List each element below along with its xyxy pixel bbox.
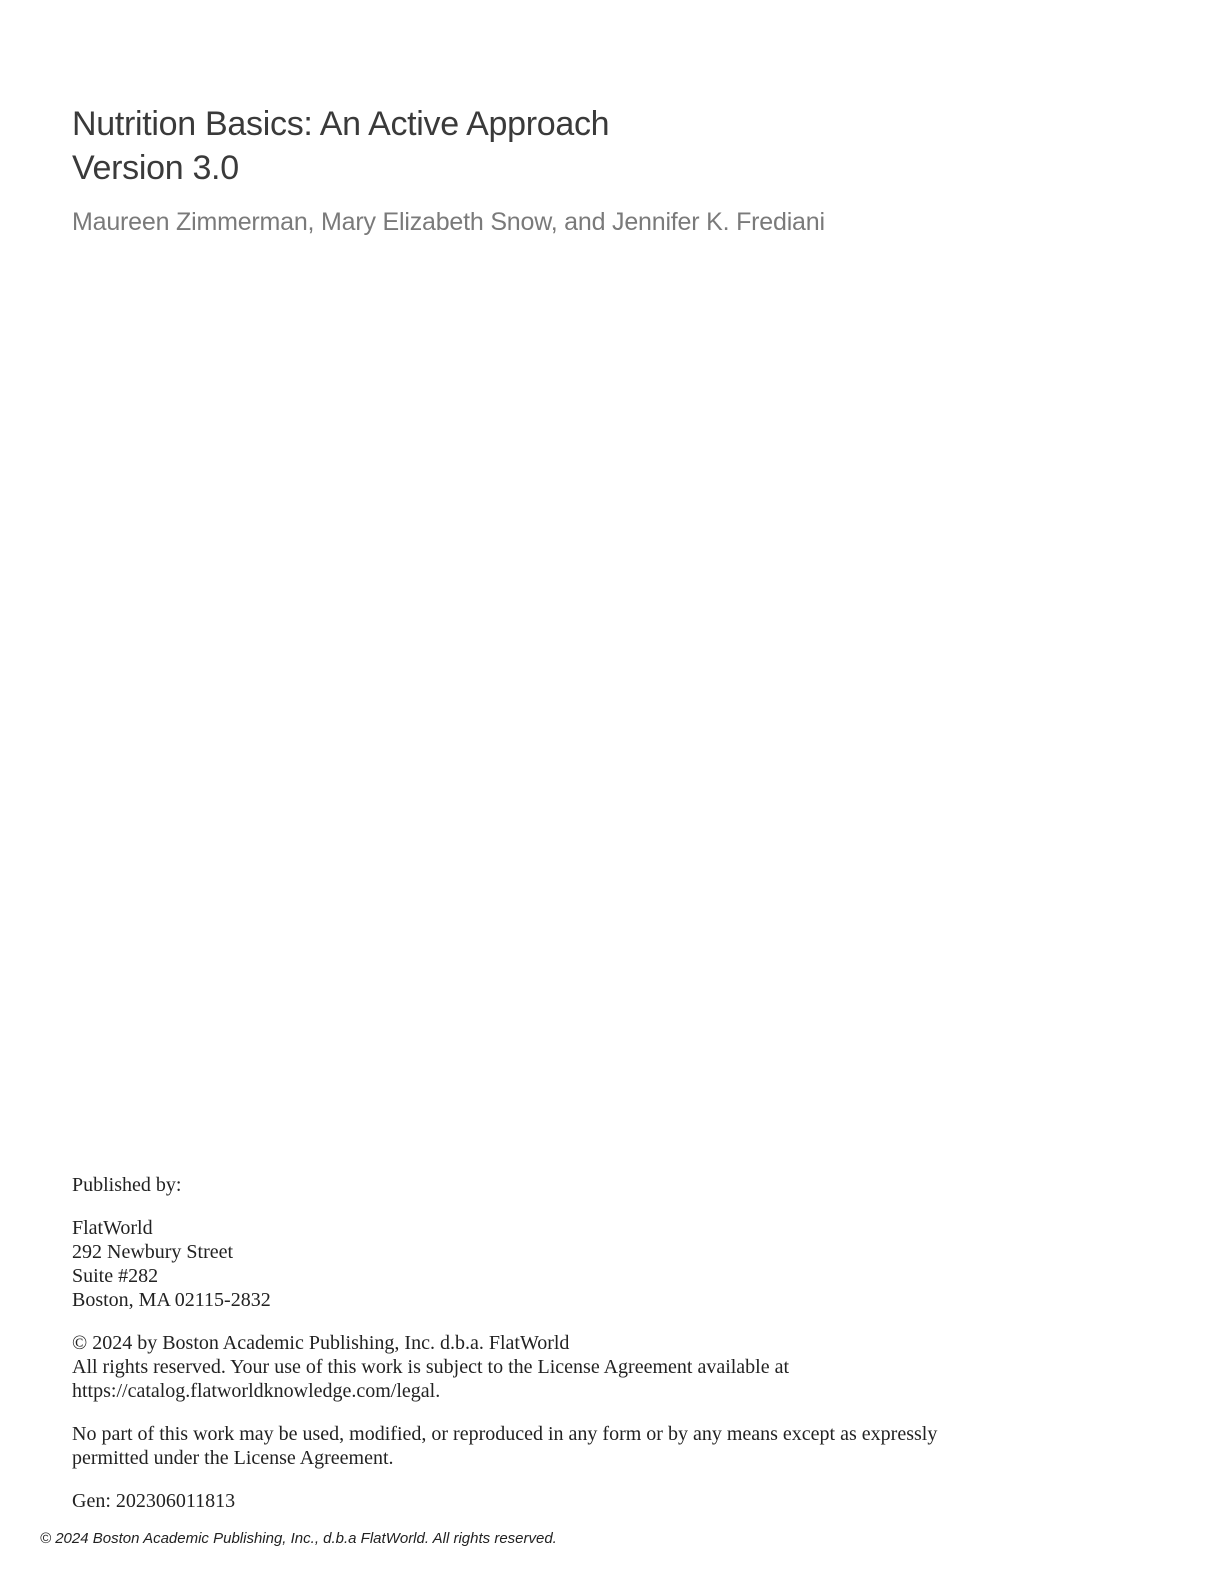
page-footer: © 2024 Boston Academic Publishing, Inc., d.b.a FlatWorld. All rights reserved. xyxy=(40,1530,557,1547)
published-by-label: Published by: xyxy=(72,1174,182,1196)
copyright-statement xyxy=(72,1331,1152,1403)
usage-notice-line-2: permitted under the License Agreement. xyxy=(72,1447,394,1469)
generation-stamp: Gen: 202306011813 xyxy=(72,1490,236,1512)
usage-notice-line-1: No part of this work may be used, modified, or reproduced in any form or by any means except as expressly xyxy=(72,1423,938,1445)
publisher-street: 292 Newbury Street xyxy=(72,1241,234,1263)
publisher-suite: Suite #282 xyxy=(72,1265,159,1287)
publisher-name: FlatWorld xyxy=(72,1217,153,1239)
book-version: Version 3.0 xyxy=(72,149,239,187)
publisher-block xyxy=(72,1173,1152,1532)
copyright-line-2: All rights reserved. Your use of this work is subject to the License Agreement available at xyxy=(72,1356,790,1378)
copyright-line-3: https://catalog.flatworldknowledge.com/legal. xyxy=(72,1380,441,1402)
usage-notice xyxy=(72,1422,1152,1470)
book-title: Nutrition Basics: An Active Approach xyxy=(72,105,610,143)
title-block xyxy=(72,102,1152,238)
publisher-address xyxy=(72,1216,1152,1312)
book-authors: Maureen Zimmerman, Mary Elizabeth Snow, and Jennifer K. Frediani xyxy=(72,208,825,236)
copyright-line-1: © 2024 by Boston Academic Publishing, Inc. d.b.a. FlatWorld xyxy=(72,1332,570,1354)
publisher-city: Boston, MA 02115-2832 xyxy=(72,1289,271,1311)
